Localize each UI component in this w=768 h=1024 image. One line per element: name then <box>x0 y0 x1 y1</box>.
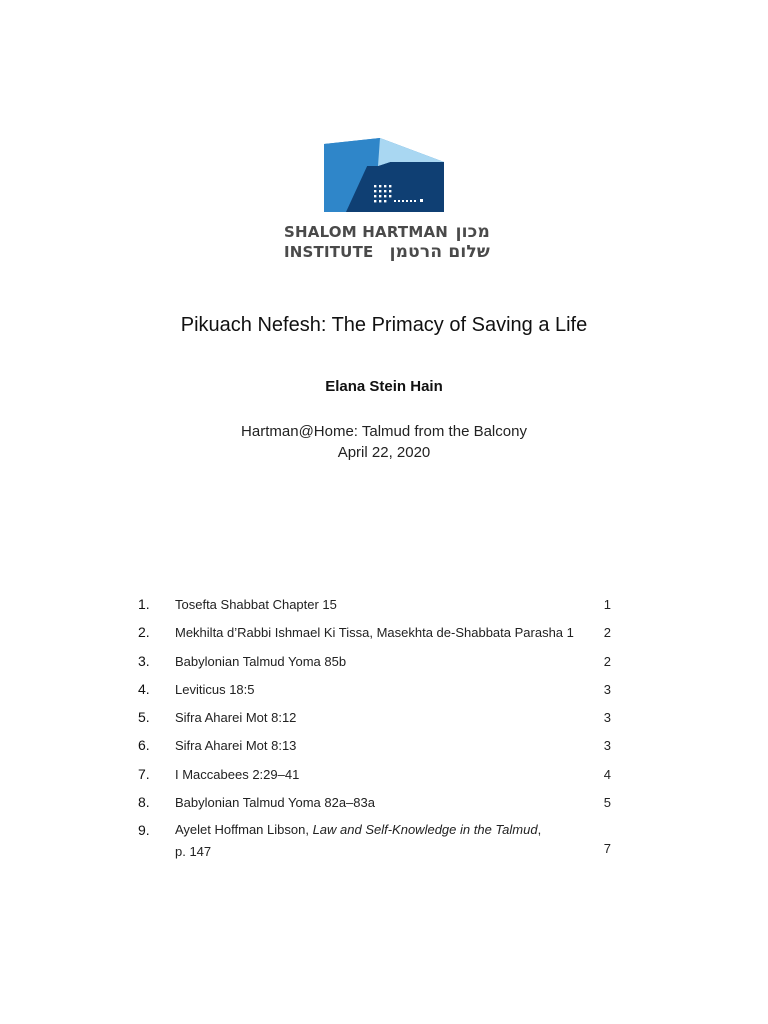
toc-row <box>138 653 618 681</box>
toc-number: 1. <box>138 596 150 612</box>
logo-english-line-1: SHALOM HARTMAN <box>284 223 449 241</box>
toc-source: Mekhilta d’Rabbi Ishmael Ki Tissa, Masekhta de-Shabbata Parasha 1 <box>175 625 574 641</box>
toc-source: Babylonian Talmud Yoma 82a–83a <box>175 795 375 811</box>
toc-source-page-ref: p. 147 <box>175 844 212 860</box>
series-name: Hartman@Home: Talmud from the Balcony <box>241 423 527 440</box>
toc-page: 2 <box>603 625 611 641</box>
toc-source-punct: , <box>537 822 542 838</box>
toc-source: I Maccabees 2:29–41 <box>175 766 300 782</box>
toc-page: 2 <box>603 653 611 669</box>
toc-row <box>138 681 618 709</box>
toc-number: 6. <box>138 737 150 754</box>
toc-source: Sifra Aharei Mot 8:13 <box>175 738 297 754</box>
toc-source <box>175 819 595 863</box>
table-of-contents <box>138 596 618 860</box>
logo-hebrew-line-2: שלום הרטמן <box>389 242 490 262</box>
toc-number: 4. <box>138 680 150 697</box>
toc-row <box>138 624 618 652</box>
toc-page: 3 <box>603 710 611 726</box>
document-date: April 22, 2020 <box>337 444 431 461</box>
toc-page: 4 <box>603 766 611 782</box>
toc-row <box>138 794 618 822</box>
toc-source: Sifra Aharei Mot 8:12 <box>175 710 297 726</box>
author-name: Elana Stein Hain <box>325 378 443 395</box>
toc-number: 8. <box>138 794 150 811</box>
logo-english-line-2: INSTITUTE <box>284 243 374 261</box>
toc-page: 3 <box>603 681 611 697</box>
toc-source-book-title: Law and Self-Knowledge in the Talmud <box>312 822 538 838</box>
toc-page: 7 <box>603 841 611 857</box>
toc-page: 5 <box>603 795 611 811</box>
logo-line-1 <box>284 222 490 242</box>
toc-source: Leviticus 18:5 <box>175 681 255 697</box>
toc-number: 5. <box>138 709 150 726</box>
toc-number: 7. <box>138 765 150 782</box>
house-logo-icon <box>324 138 444 212</box>
toc-page: 1 <box>603 597 611 612</box>
toc-row <box>138 822 618 860</box>
toc-source: Tosefta Shabbat Chapter 15 <box>175 597 337 612</box>
toc-row <box>138 709 618 737</box>
toc-page: 3 <box>603 738 611 754</box>
toc-source-author: Ayelet Hoffman Libson, <box>175 822 313 838</box>
toc-row <box>138 766 618 794</box>
toc-number: 2. <box>138 624 150 641</box>
toc-number: 9. <box>138 822 150 839</box>
toc-number: 3. <box>138 652 150 669</box>
institute-logo <box>280 138 490 268</box>
toc-row <box>138 737 618 765</box>
logo-line-2 <box>284 242 490 262</box>
logo-hebrew-line-1: מכון <box>455 222 490 242</box>
toc-source: Babylonian Talmud Yoma 85b <box>175 653 347 669</box>
toc-row <box>138 596 618 624</box>
document-title: Pikuach Nefesh: The Primacy of Saving a Life <box>180 314 588 336</box>
